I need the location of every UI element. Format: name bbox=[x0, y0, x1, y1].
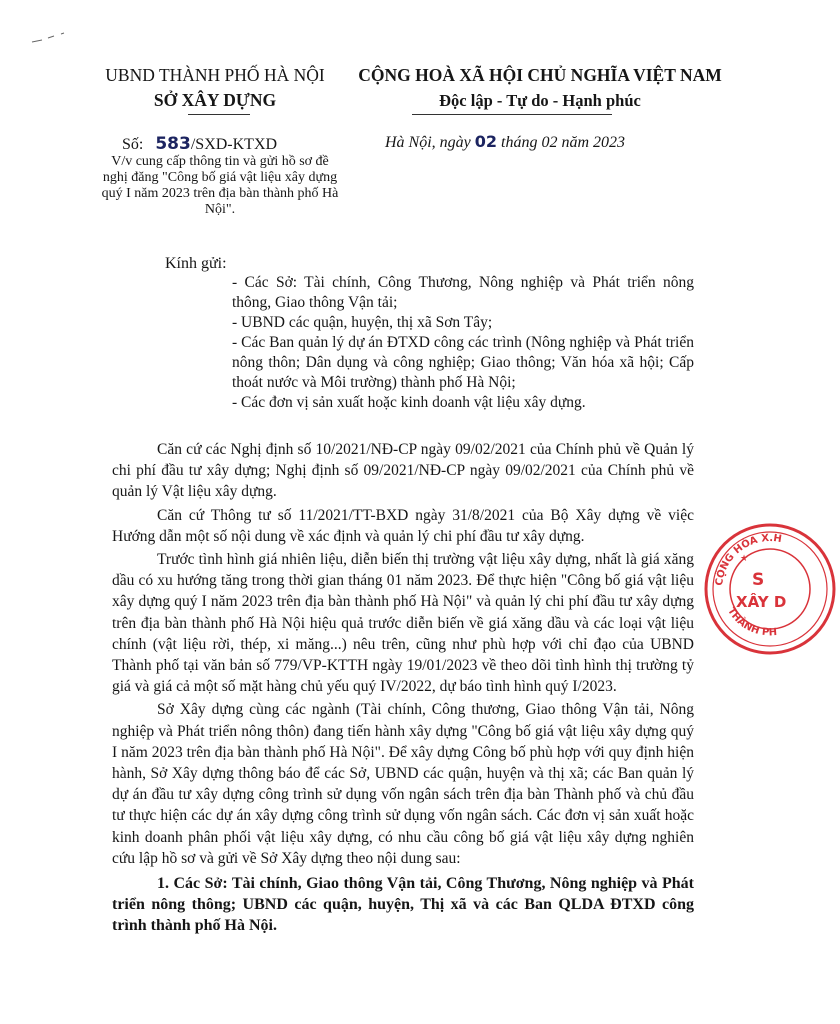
body-paragraph: Căn cứ các Nghị định số 10/2021/NĐ-CP ngày 09/02/2021 của Chính phủ về Quản lý chi phí đầu tư xây dựng; Nghị định số 09/2021/NĐ-CP ngày 09/02/2021 của Chính phủ về quản lý Vật liệu xây dựng. bbox=[112, 441, 694, 501]
body-paragraph: Căn cứ Thông tư số 11/2021/TT-BXD ngày 31/8/2021 của Bộ Xây dựng về việc Hướng dẫn một số nội dung về xác định và quản lý chi phí đầu tư xây dựng. bbox=[112, 506, 694, 545]
date-line bbox=[385, 132, 685, 152]
national-title: CỘNG HOÀ XÃ HỘI CHỦ NGHĨA VIỆT NAM bbox=[358, 65, 722, 85]
document-body bbox=[112, 439, 694, 938]
seal-text-bottom: THÀNH PH bbox=[725, 605, 778, 639]
document-subject: V/v cung cấp thông tin và gửi hồ sơ đề nghị đăng "Công bố giá vật liệu xây dựng quý I năm 2023 trên địa bàn thành phố Hà Nội". bbox=[101, 154, 339, 217]
body-paragraph: Trước tình hình giá nhiên liệu, diễn biến thị trường vật liệu xây dựng, nhất là giá xăng dầu có xu hướng tăng trong thời gian tháng 01 năm 2023. Để thực hiện "Công bố giá vật liệu xây dựng quý I năm 2023 trên địa bàn thành phố Hà Nội" và quản lý chi phí đầu tư xây dựng trên địa bàn thành phố Hà Nội hiệu quả trước diễn biến về giá xăng dầu và các loại vật liệu chính (vật liệu rời, thép, xi măng...) nêu trên, cũng như phù hợp với chỉ đạo của UBND Thành phố tại văn bản số 779/VP-KTTH ngày 19/01/2023 về theo dõi tình hình thị trường tỷ giá và giá cả một số mặt hàng chủ yếu quý IV/2022, dự báo tình hình quý I/2023. bbox=[112, 551, 694, 696]
body-paragraph: Sở Xây dựng cùng các ngành (Tài chính, Công thương, Giao thông Vận tải, Nông nghiệp và Phát triển nông thôn) đang tiến hành xây dựng "Công bố giá vật liệu xây dựng quý I năm 2023 trên địa bàn thành phố Hà Nội". Để xây dựng Công bố phù hợp với quy định hiện hành, Sở Xây dựng thông báo để các Sở, UBND các quận, huyện và thị xã; các Ban quản lý dự án đầu tư xây dựng công trình sử dụng vốn ngân sách trên địa bàn Thành phố và chủ đầu tư thực hiện các dự án xây dựng công trình sử dụng vốn ngân sách. Các đơn vị sản xuất hoặc kinh doanh phân phối vật liệu xây dựng, có nhu cầu công bố giá vật liệu xây dựng nghiên cứu lập hồ sơ và gửi về Sở Xây dựng theo nội dung sau: bbox=[112, 701, 694, 867]
document-number bbox=[122, 134, 277, 154]
doc-number-handwritten: 583 bbox=[155, 134, 191, 154]
recipient-list bbox=[232, 273, 694, 413]
greeting: Kính gửi: bbox=[165, 255, 227, 272]
doc-number-suffix: /SXD-KTXD bbox=[190, 136, 278, 153]
svg-text:★: ★ bbox=[740, 553, 749, 563]
agency-underline bbox=[188, 114, 250, 115]
recipient-item: - Các Ban quản lý dự án ĐTXD công các trình (Nông nghiệp và Phát triển nông thôn; Dân dụng và công nghiệp; Giao thông; Văn hóa xã hội; Cấp thoát nước và Môi trường) thành phố Hà Nội; bbox=[232, 334, 694, 391]
date-prefix: Hà Nội, ngày bbox=[385, 134, 471, 151]
recipient-item: - Các đơn vị sản xuất hoặc kinh doanh vật liệu xây dựng. bbox=[232, 394, 586, 411]
recipient-item: - UBND các quận, huyện, thị xã Sơn Tây; bbox=[232, 314, 493, 331]
scan-mark bbox=[28, 28, 68, 48]
date-day-handwritten: 02 bbox=[474, 132, 498, 151]
doc-number-prefix: Số: bbox=[122, 136, 144, 153]
issuing-agency bbox=[95, 63, 335, 113]
agency-parent: UBND THÀNH PHỐ HÀ NỘI bbox=[105, 65, 325, 85]
agency-name: SỞ XÂY DỰNG bbox=[153, 90, 277, 110]
section-heading: 1. Các Sở: Tài chính, Giao thông Vận tải, Công Thương, Nông nghiệp và Phát triển nông thông; UBND các quận, huyện, Thị xã và các Ban QLDA ĐTXD công trình thành phố Hà Nội. bbox=[112, 875, 694, 935]
national-header bbox=[330, 63, 750, 113]
seal-text-top: CỘNG HÒA X.H bbox=[714, 532, 783, 587]
seal-text-center: XÂY D bbox=[736, 593, 787, 611]
national-motto: Độc lập - Tự do - Hạnh phúc bbox=[439, 91, 641, 110]
official-seal bbox=[700, 519, 840, 659]
date-rest: tháng 02 năm 2023 bbox=[501, 134, 626, 151]
recipient-item: - Các Sở: Tài chính, Công Thương, Nông nghiệp và Phát triển nông thông, Giao thông Vận tải; bbox=[232, 274, 694, 311]
motto-underline bbox=[412, 114, 612, 115]
seal-letter: S bbox=[752, 570, 765, 590]
